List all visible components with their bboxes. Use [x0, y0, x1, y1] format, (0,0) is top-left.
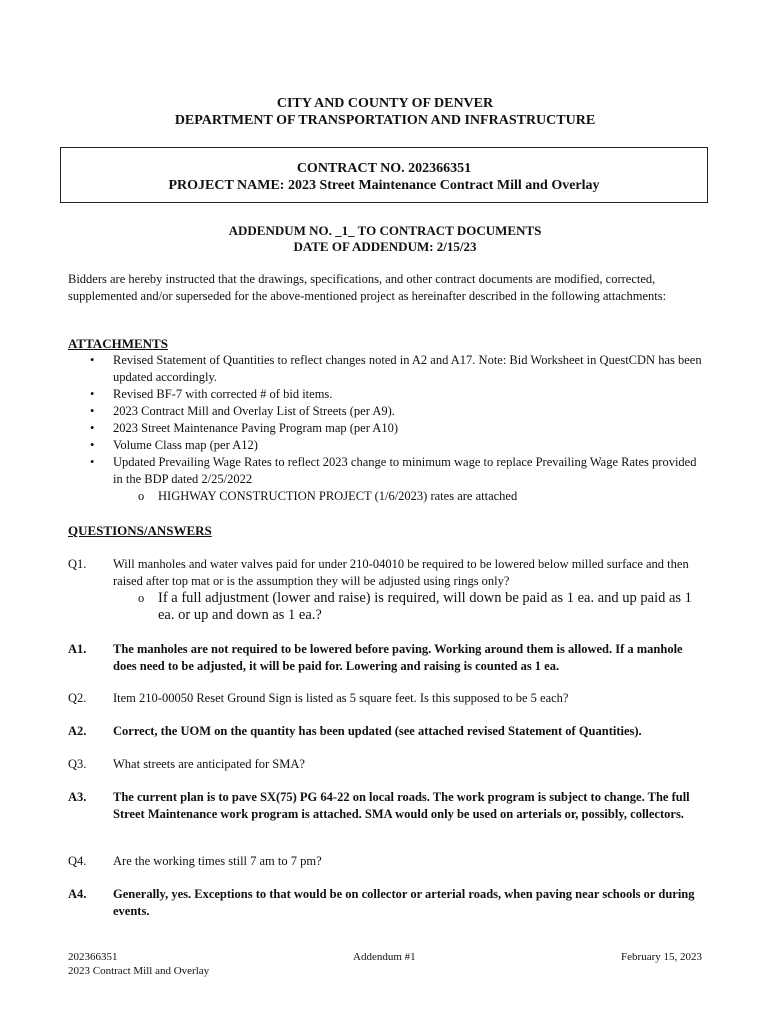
question-subtext: If a full adjustment (lower and raise) is required, will down be paid as 1 ea. and up paid as 1 ea. or up and down as 1 ea.? [158, 590, 692, 623]
answer-text: The manholes are not required to be lowered before paving. Working around them is allowed. If a manhole does need to be adjusted, it will be paid for. Lowering and raising is counted as 1 ea. [113, 642, 683, 673]
answer-4 [68, 886, 708, 920]
addendum-date: DATE OF ADDENDUM: 2/15/23 [293, 239, 477, 254]
answer-text: Correct, the UOM on the quantity has been updated (see attached revised Statement of Quantities). [113, 724, 642, 738]
department-name: DEPARTMENT OF TRANSPORTATION AND INFRASTRUCTURE [174, 113, 596, 128]
question-4 [68, 853, 708, 870]
footer-project-name: 2023 Contract Mill and Overlay [68, 965, 210, 977]
contract-box [60, 147, 708, 203]
bullet-icon: • [90, 455, 95, 469]
footer-left [68, 950, 209, 978]
bullet-icon: • [90, 404, 95, 418]
footer-addendum: Addendum #1 [353, 951, 416, 963]
bullet-icon: • [90, 387, 95, 401]
addendum-suffix: TO CONTRACT DOCUMENTS [354, 223, 542, 238]
bullet-icon: • [90, 421, 95, 435]
sub-list-item: o HIGHWAY CONSTRUCTION PROJECT (1/6/2023) rates are attached [138, 489, 518, 503]
list-item: • Revised Statement of Quantities to reflect changes noted in A2 and A17. Note: Bid Worksheet in QuestCDN has been updated accordingly. [90, 353, 702, 384]
answer-label: A1. [68, 642, 87, 656]
bullet-icon: • [90, 353, 95, 367]
question-1 [68, 556, 708, 590]
project-name: PROJECT NAME: 2023 Street Maintenance Contract Mill and Overlay [168, 178, 600, 193]
intro-paragraph: Bidders are hereby instructed that the drawings, specifications, and other contract documents are modified, corrected, supplemented and/or superseded for the above-mentioned project as hereinafter described in the following attachments: [68, 272, 667, 303]
question-text: Are the working times still 7 am to 7 pm? [113, 854, 322, 868]
agency-name: CITY AND COUNTY OF DENVER [276, 96, 494, 111]
list-item: • Revised BF-7 with corrected # of bid items. [90, 387, 333, 401]
question-3 [68, 756, 708, 773]
addendum-number: _1_ [335, 223, 355, 238]
answer-text: The current plan is to pave SX(75) PG 64-22 on local roads. The work program is subject to change. The full Street Maintenance work program is attached. SMA would only be used on arterials or, possibly, collectors. [113, 790, 690, 821]
answer-text: Generally, yes. Exceptions to that would be on collector or arterial roads, when paving near schools or during events. [113, 887, 695, 918]
answer-3 [68, 789, 708, 823]
answer-label: A3. [68, 790, 87, 804]
attachments-heading: ATTACHMENTS [68, 336, 168, 351]
question-text: Will manholes and water valves paid for under 210-04010 be required to be lowered below milled surface and then raised after top mat or is the assumption they will be adjusted using rings only? [113, 557, 689, 588]
answer-2 [68, 723, 708, 740]
answer-label: A2. [68, 724, 87, 738]
question-text: Item 210-00050 Reset Ground Sign is listed as 5 square feet. Is this supposed to be 5 each? [113, 691, 569, 705]
question-2 [68, 690, 708, 707]
footer-contract-number: 202366351 [68, 951, 118, 963]
list-item: • Updated Prevailing Wage Rates to reflect 2023 change to minimum wage to replace Prevailing Wage Rates provided in the BDP dated 2/25/2022 [90, 455, 697, 486]
answer-label: A4. [68, 887, 87, 901]
question-1-subitem [68, 590, 708, 624]
question-label: Q2. [68, 691, 87, 705]
contract-number: CONTRACT NO. 202366351 [296, 161, 472, 176]
questions-answers-heading: QUESTIONS/ANSWERS [68, 523, 212, 538]
circle-bullet-icon: o [138, 591, 145, 605]
question-label: Q3. [68, 757, 87, 771]
list-item: • 2023 Street Maintenance Paving Program map (per A10) [90, 421, 398, 435]
question-label: Q1. [68, 557, 87, 571]
list-item: • 2023 Contract Mill and Overlay List of Streets (per A9). [90, 404, 395, 418]
bullet-icon: • [90, 438, 95, 452]
question-text: What streets are anticipated for SMA? [113, 757, 305, 771]
addendum-prefix: ADDENDUM NO. [228, 223, 336, 238]
addendum-title [0, 223, 770, 239]
answer-1 [68, 641, 708, 675]
circle-bullet-icon: o [138, 489, 145, 503]
attachments-list [68, 352, 708, 505]
question-label: Q4. [68, 854, 87, 868]
footer-date: February 15, 2023 [621, 951, 702, 963]
list-item: • Volume Class map (per A12) [90, 438, 258, 452]
